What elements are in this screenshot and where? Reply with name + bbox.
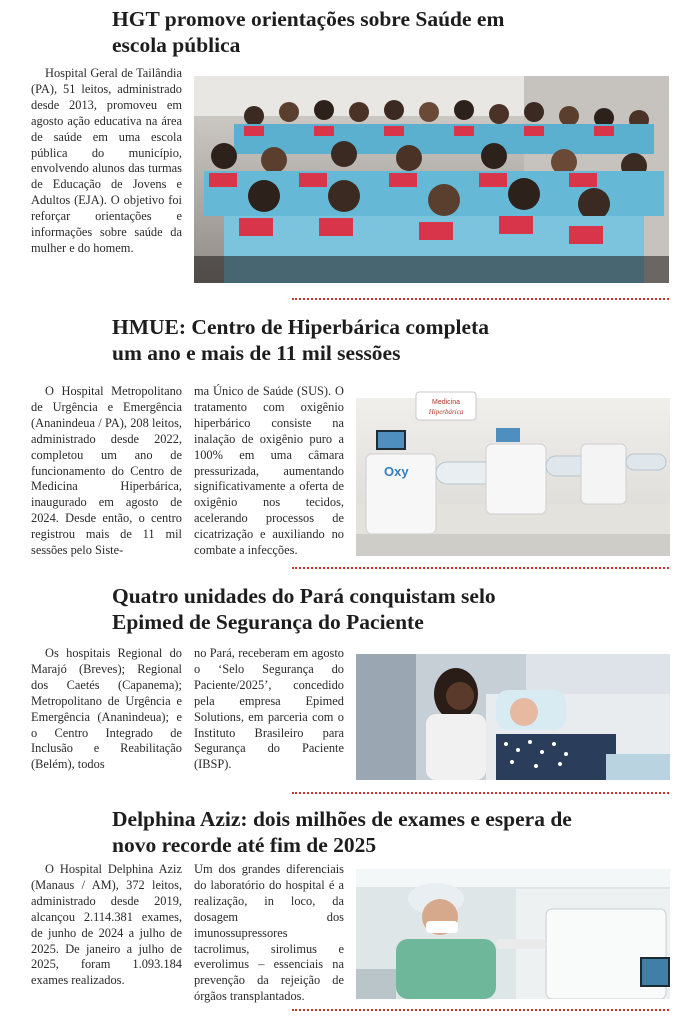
photo-lab-technician — [356, 869, 670, 999]
headline-hmue — [112, 314, 682, 366]
body-text-epimed-col1: Os hospitais Regional do Marajó (Breves); Regional dos Caetés (Capanema); Metropolitano de Urgência e Emergência (Ananindeua); e o Centro Integrado de Inclusão e Reabilitação (Belém), todos — [31, 646, 182, 772]
body-text-hgt: Hospital Geral de Tailândia (PA), 51 leitos, administrado desde 2013, promoveu em agosto ação educativa na área de saúde em uma escola pública do município, envolvendo alunos das turmas de Educação de Jovens e Adultos (EJA). O objetivo foi reforçar orientações e informações sobre saúde da mulher e do homem. — [31, 66, 182, 255]
headline-line: Delphina Aziz: dois milhões de exames e espera de — [112, 807, 572, 831]
separator-dotted — [292, 298, 669, 300]
photo-hyperbaric-chambers — [356, 384, 670, 556]
body-text-hmue-col2: ma Único de Saúde (SUS). O tratamento com oxigênio hiperbárico consiste na inalação de oxigênio puro a 100% em uma câmara pressurizada, aumentando significativamente a oferta de oxigênio nos tecidos, acelerando processos de cicatrização e auxiliando no combate a infecções. — [194, 384, 344, 558]
sign-text-line2: Hiperbárica — [428, 408, 464, 416]
headline-delphina — [112, 806, 682, 858]
body-text-epimed-col2: no Pará, receberam em agosto o ‘Selo Segurança do Paciente/2025’, concedido pela empresa Epimed Solutions, em parceria com o Instituto Brasileiro para Segurança do Paciente (IBSP). — [194, 646, 344, 772]
body-text-delphina-col2: Um dos grandes diferenciais do laboratório do hospital é a realização, in loco, da dosagem dos imunossupressores tacrolimus, sirolimus e everolimus – essenciais na prevenção da rejeição de órgãos transplantados. — [194, 862, 344, 1004]
headline-line: HGT promove orientações sobre Saúde em — [112, 7, 505, 31]
headline-line: HMUE: Centro de Hiperbárica completa — [112, 315, 489, 339]
headline-line: novo recorde até fim de 2025 — [112, 833, 377, 857]
separator-dotted — [292, 567, 669, 569]
photo-nurse-patient — [356, 654, 670, 780]
sign-text-line1: Medicina — [431, 399, 461, 406]
headline-line: Epimed de Segurança do Paciente — [112, 610, 424, 634]
body-text-hmue-col1: O Hospital Metropolitano de Urgência e Emergência (Ananindeua / PA), 208 leitos, administrado desde 2022, completou um ano de funcionamento do Centro de Medicina Hiperbárica, inaugurado em agosto de 2024. Desde então, o centro registrou mais de 11 mil sessões pelo Siste- — [31, 384, 182, 558]
headline-line: Quatro unidades do Pará conquistam selo — [112, 584, 496, 608]
headline-line: um ano e mais de 11 mil sessões — [112, 341, 401, 365]
separator-dotted — [292, 1009, 669, 1011]
separator-dotted — [292, 792, 669, 794]
headline-hgt — [112, 6, 682, 58]
photo-students-group — [194, 76, 669, 283]
brand-logo-text: Oxy — [384, 464, 409, 479]
headline-epimed — [112, 583, 682, 635]
body-text-delphina-col1: O Hospital Delphina Aziz (Manaus / AM), 372 leitos, administrado desde 2019, alcançou 2.114.381 exames, de junho de 2024 a julho de 2025. De janeiro a julho de 2025, foram 1.093.184 exames realizados. — [31, 862, 182, 988]
headline-line: escola pública — [112, 33, 241, 57]
